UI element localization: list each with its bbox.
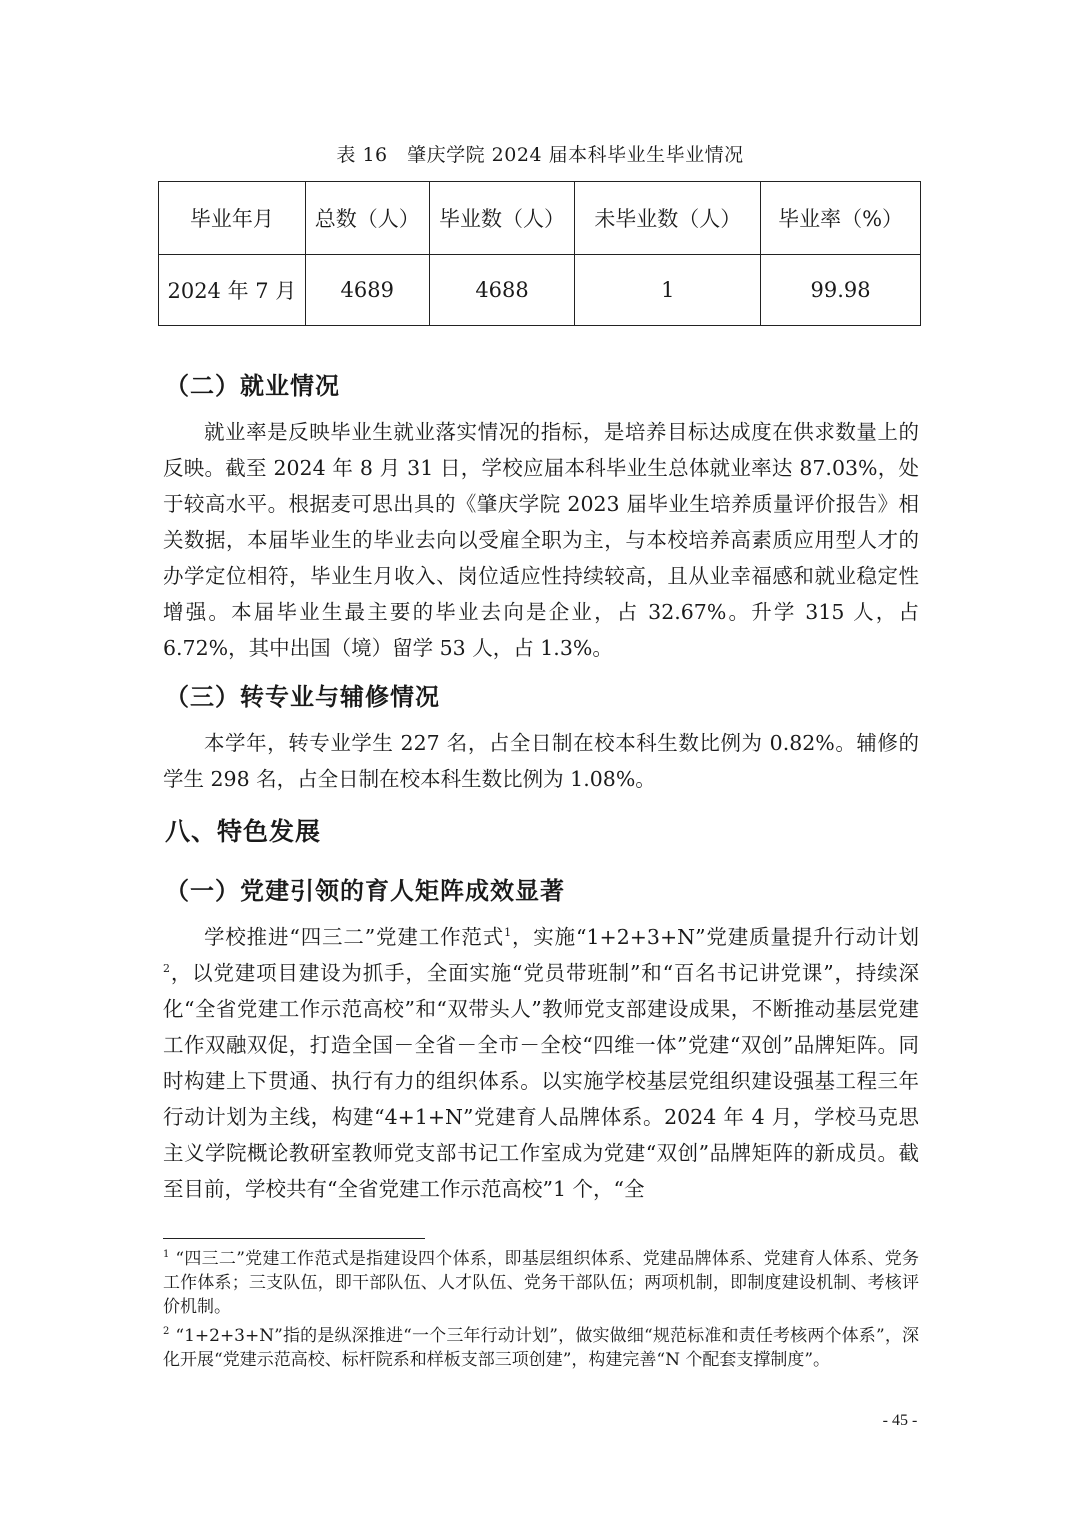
party-building-paragraph bbox=[163, 919, 919, 1207]
party-text-2: ，实施“1+2+3+N”党建质量提升行动计划 bbox=[511, 925, 919, 949]
footnote-2-text: “1+2+3+N”指的是纵深推进“一个三年行动计划”，做实做细“规范标准和责任考核两个体系”，深化开展“党建示范高校、标杆院系和样板支部三项创建”，构建完善“N 个配套支撑制度”。 bbox=[163, 1326, 919, 1370]
cell-total: 4689 bbox=[305, 255, 429, 326]
cell-graduation-rate: 99.98 bbox=[761, 255, 921, 326]
footnote-1-text: “四三二”党建工作范式是指建设四个体系，即基层组织体系、党建品牌体系、党建育人体系、党务工作体系；三支队伍，即干部队伍、人才队伍、党务干部队伍；两项机制，即制度建设机制、考核评价机制。 bbox=[163, 1249, 919, 1317]
party-text-3: ，以党建项目建设为抓手，全面实施“党员带班制”和“百名书记讲党课”，持续深化“全省党建工作示范高校”和“双带头人”教师党支部建设成果，不断推动基层党建工作双融双促，打造全国－全省－全市－全校“四维一体”党建“双创”品牌矩阵。同时构建上下贯通、执行有力的组织体系。以实施学校基层党组织建设强基工程三年行动计划为主线，构建“4+1+N”党建育人品牌体系。2024 年 4 月，学校马克思主义学院概论教研室教师党支部书记工作室成为党建“双创”品牌矩阵的新成员。截至目前，学校共有“全省党建工作示范高校”1 个，“全 bbox=[163, 961, 919, 1201]
cell-graduated: 4688 bbox=[429, 255, 575, 326]
footnote-1-number: 1 bbox=[163, 1249, 170, 1261]
header-total: 总数（人） bbox=[305, 182, 429, 255]
header-not-graduated: 未毕业数（人） bbox=[575, 182, 761, 255]
cell-not-graduated: 1 bbox=[575, 255, 761, 326]
table-header-row bbox=[159, 182, 921, 255]
chapter-heading: 八、特色发展 bbox=[165, 817, 322, 846]
footnote-2-number: 2 bbox=[163, 1326, 170, 1338]
page-number: - 45 - bbox=[882, 1412, 918, 1429]
footnote-2 bbox=[163, 1324, 919, 1372]
header-graduation-month: 毕业年月 bbox=[159, 182, 306, 255]
table-row bbox=[159, 255, 921, 326]
party-building-heading: （一）党建引领的育人矩阵成效显著 bbox=[165, 877, 565, 905]
header-graduation-rate: 毕业率（%） bbox=[761, 182, 921, 255]
header-graduated: 毕业数（人） bbox=[429, 182, 575, 255]
graduation-table bbox=[158, 181, 921, 326]
footnote-ref-1: 1 bbox=[504, 926, 512, 940]
table-caption: 表 16 肇庆学院 2024 届本科毕业生毕业情况 bbox=[336, 144, 744, 166]
employment-heading: （二）就业情况 bbox=[165, 372, 340, 400]
transfer-paragraph: 本学年，转专业学生 227 名，占全日制在校本科生数比例为 0.82%。辅修的学生 298 名，占全日制在校本科生数比例为 1.08%。 bbox=[163, 731, 919, 791]
party-text-1: 学校推进“四三二”党建工作范式 bbox=[204, 925, 505, 949]
footnote-divider bbox=[163, 1238, 425, 1239]
cell-graduation-month: 2024 年 7 月 bbox=[159, 255, 306, 326]
footnote-1 bbox=[163, 1247, 919, 1319]
employment-paragraph: 就业率是反映毕业生就业落实情况的指标，是培养目标达成度在供求数量上的反映。截至 2024 年 8 月 31 日，学校应届本科毕业生总体就业率达 87.03%，处于较高水平。根据麦可思出具的《肇庆学院 2023 届毕业生培养质量评价报告》相关数据，本届毕业生的毕业去向以受雇全职为主，与本校培养高素质应用型人才的办学定位相符，毕业生月收入、岗位适应性持续较高，且从业幸福感和就业稳定性增强。本届毕业生最主要的毕业去向是企业，占 32.67%。升学 315 人，占 6.72%，其中出国（境）留学 53 人，占 1.3%。 bbox=[163, 420, 919, 660]
transfer-heading: （三）转专业与辅修情况 bbox=[165, 683, 440, 711]
footnote-ref-2: 2 bbox=[163, 962, 170, 976]
